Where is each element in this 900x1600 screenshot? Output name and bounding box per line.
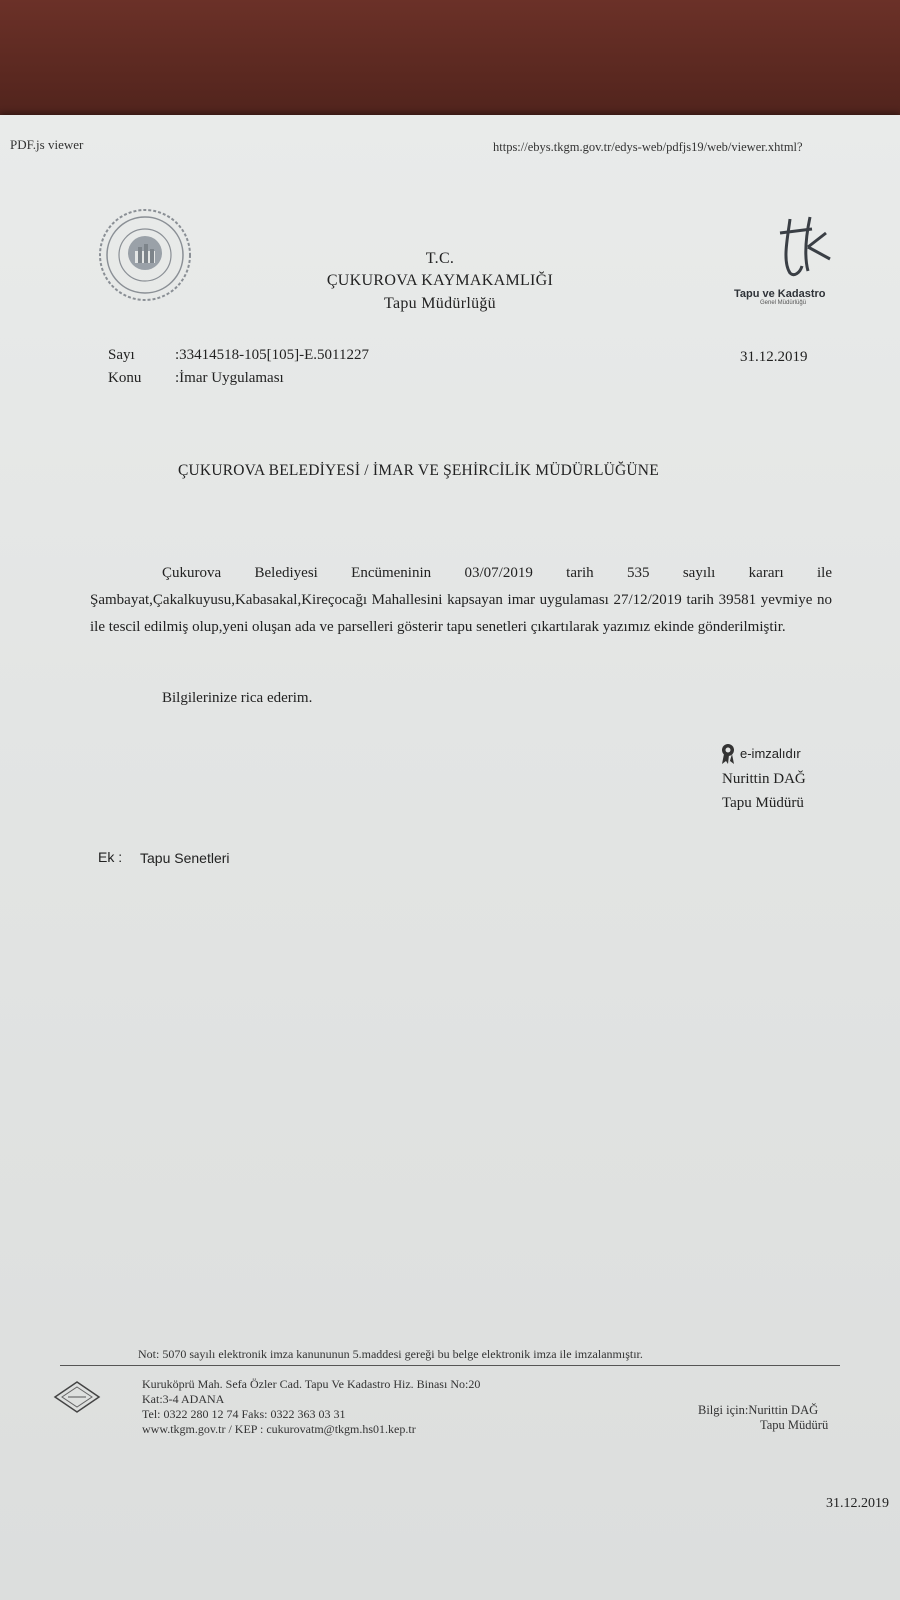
header-line-institution: ÇUKUROVA KAYMAKAMLIĞI (326, 272, 554, 289)
footer-info-label: Bilgi için:Nurittin DAĞ (698, 1403, 819, 1417)
footer-bottom-date: 31.12.2019 (826, 1496, 889, 1511)
document-page (0, 115, 900, 1600)
footer-web: www.tkgm.gov.tr / KEP : cukurovatm@tkgm.hs01.kep.tr (142, 1422, 416, 1436)
document-date: 31.12.2019 (740, 349, 808, 365)
e-signature-icon (720, 743, 736, 765)
addressee: ÇUKUROVA BELEDİYESİ / İMAR VE ŞEHİRCİLİK MÜDÜRLÜĞÜNE (178, 462, 659, 479)
attachment-label: Ek : (98, 849, 123, 865)
tkgm-logo-subtext: Genel Müdürlüğü (760, 300, 807, 306)
body-paragraph-1: Çukurova Belediyesi Encümeninin 03/07/2019 tarih 535 sayılı kararı ile Şambayat,Çakalkuyusu,Kabasakal,Kireçocağı Mahallesini kapsayan imar uygulaması 27/12/2019 tarih 39581 yevmiye no ile tescil edilmiş olup,yeni oluşan ada ve parselleri gösterir tapu senetleri çıkartılarak yazımız ekinde gönderilmiştir. (90, 565, 832, 635)
footer-divider (60, 1365, 840, 1366)
attachment-value: Tapu Senetleri (140, 850, 230, 866)
footer-address-2: Kat:3-4 ADANA (142, 1392, 225, 1406)
footer-phone: Tel: 0322 280 12 74 Faks: 0322 363 03 31 (142, 1407, 346, 1421)
footer-note: Not: 5070 sayılı elektronik imza kanununun 5.maddesi gereği bu belge elektronik imza ile imzalanmıştır. (138, 1347, 643, 1361)
body-paragraph-2: Bilgilerinize rica ederim. (162, 690, 313, 706)
signer-title: Tapu Müdürü (722, 795, 804, 811)
ministry-seal-icon (97, 207, 193, 303)
table-surface (0, 0, 900, 130)
sayi-value: :33414518-105[105]-E.5011227 (175, 347, 370, 363)
viewer-title: PDF.js viewer (10, 137, 84, 152)
header-line-tc: T.C. (425, 250, 455, 267)
tkgm-logo-icon (734, 211, 870, 306)
footer-info-title: Tapu Müdürü (760, 1418, 829, 1432)
konu-label: Konu (108, 370, 142, 386)
quality-badge-icon (53, 1380, 101, 1414)
footer-address-1: Kuruköprü Mah. Sefa Özler Cad. Tapu Ve Kadastro Hiz. Binası No:20 (142, 1377, 481, 1391)
viewer-url: https://ebys.tkgm.gov.tr/edys-web/pdfjs19/web/viewer.xhtml? (493, 140, 803, 154)
sayi-label: Sayı (108, 347, 135, 363)
header-line-department: Tapu Müdürlüğü (384, 295, 496, 312)
tkgm-logo-text: Tapu ve Kadastro (734, 288, 826, 300)
e-signed-label: e-imzalıdır (740, 746, 801, 761)
signer-name: Nurittin DAĞ (722, 771, 806, 787)
konu-value: :İmar Uygulaması (175, 370, 284, 386)
